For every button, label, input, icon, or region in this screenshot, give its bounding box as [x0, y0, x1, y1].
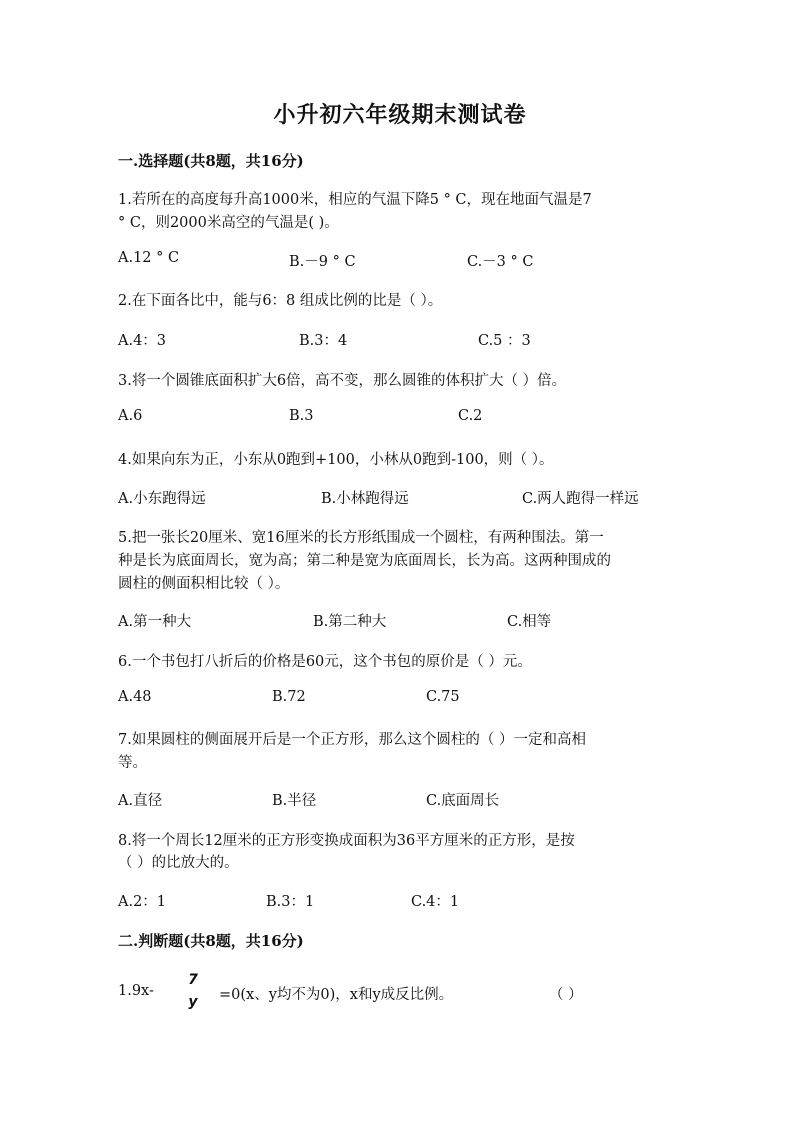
question-3-option-a: A.6	[118, 408, 143, 424]
question-5-option-a: A.第一种大	[118, 614, 192, 630]
question-2-option-c: C.5 ：3	[478, 333, 531, 349]
question-2-option-b: B.3：4	[299, 333, 348, 349]
question-8-line-2: （ ）的比放大的。	[118, 855, 239, 871]
fraction-7-over-y	[184, 972, 202, 1010]
question-1-option-b: B.－9 ° C	[289, 254, 356, 270]
question-8-option-b: B.3：1	[266, 894, 315, 910]
question-6-option-a: A.48	[118, 689, 152, 705]
question-1-line-1: 1.若所在的高度每升高1000米，相应的气温下降5 ° C，现在地面气温是7	[118, 192, 592, 208]
tf-1-statement: =0(x、y均不为0)，x和y成反比例。	[219, 987, 454, 1003]
tf-1-answer-blank: （ ）	[549, 987, 583, 1003]
question-1-line-2: ° C，则2000米高空的气温是( )。	[118, 215, 339, 231]
question-4-option-c: C.两人跑得一样远	[522, 491, 639, 507]
question-8-option-a: A.2：1	[118, 894, 167, 910]
page-title: 小升初六年级期末测试卷	[273, 102, 527, 128]
question-4-option-b: B.小林跑得远	[321, 491, 409, 507]
section-heading-choice: 一.选择题(共8题，共16分)	[118, 152, 304, 170]
question-7-option-a: A.直径	[118, 793, 163, 809]
question-5-line-2: 种是长为底面周长，宽为高；第二种是宽为底面周长，长为高。这两种围成的	[118, 553, 611, 569]
tf-1-prefix: 1.9x-	[118, 983, 154, 999]
fraction-numerator: 7	[188, 972, 198, 988]
question-7-option-c: C.底面周长	[426, 793, 500, 809]
section-heading-true-false: 二.判断题(共8题，共16分)	[118, 932, 304, 950]
question-1-option-a: A.12 ° C	[118, 250, 180, 266]
question-7-option-b: B.半径	[272, 793, 317, 809]
question-3-option-b: B.3	[289, 408, 314, 424]
question-6-option-c: C.75	[426, 689, 460, 705]
question-5-line-3: 圆柱的侧面积相比较（ ）。	[118, 576, 290, 592]
question-2-option-a: A.4：3	[118, 333, 167, 349]
question-6-line-1: 6.一个书包打八折后的价格是60元，这个书包的原价是（ ）元。	[118, 654, 532, 670]
question-5-option-b: B.第二种大	[313, 614, 387, 630]
question-3-line-1: 3.将一个圆锥底面积扩大6倍，高不变，那么圆锥的体积扩大（ ）倍。	[118, 373, 567, 389]
question-5-line-1: 5.把一张长20厘米、宽16厘米的长方形纸围成一个圆柱，有两种围法。第一	[118, 530, 604, 546]
question-5-option-c: C.相等	[507, 614, 552, 630]
question-7-line-2: 等。	[118, 755, 147, 771]
question-6-option-b: B.72	[272, 689, 306, 705]
question-7-line-1: 7.如果圆柱的侧面展开后是一个正方形，那么这个圆柱的（ ）一定和高相	[118, 732, 586, 748]
question-4-option-a: A.小东跑得远	[118, 491, 206, 507]
question-8-line-1: 8.将一个周长12厘米的正方形变换成面积为36平方厘米的正方形，是按	[118, 833, 575, 849]
question-1-option-c: C.－3 ° C	[467, 254, 534, 270]
question-2-line-1: 2.在下面各比中，能与6：8 组成比例的比是（ ）。	[118, 293, 443, 309]
question-3-option-c: C.2	[458, 408, 483, 424]
fraction-denominator: y	[188, 994, 198, 1010]
question-4-line-1: 4.如果向东为正，小东从0跑到+100，小林从0跑到-100，则（ ）。	[118, 452, 554, 468]
question-8-option-c: C.4：1	[411, 894, 460, 910]
